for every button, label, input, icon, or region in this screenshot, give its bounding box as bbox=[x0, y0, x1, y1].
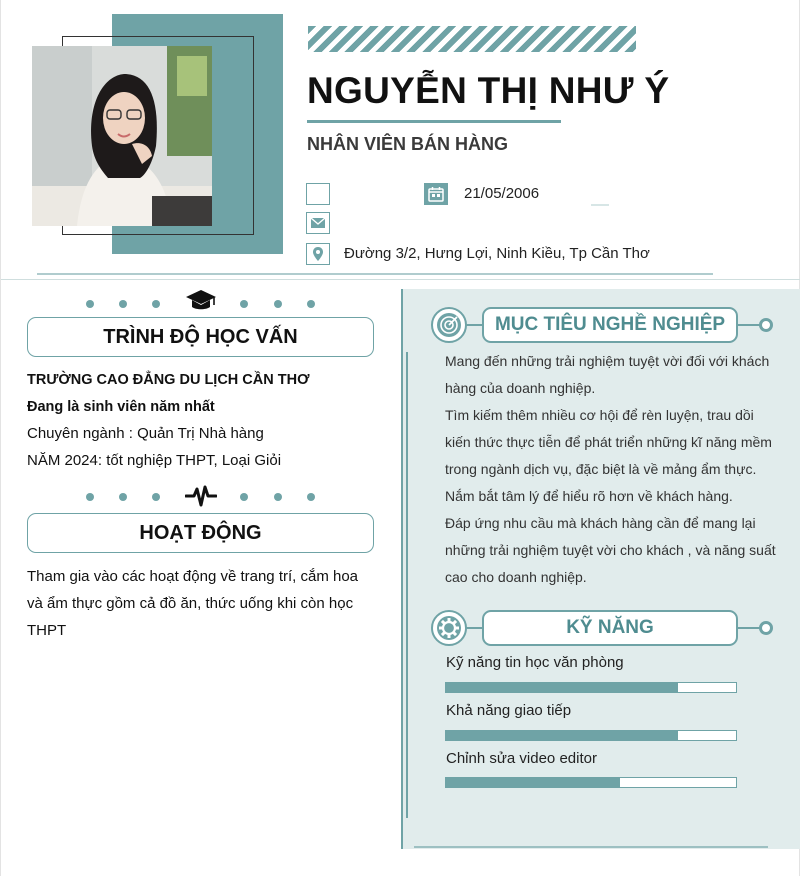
decor-dots-right bbox=[240, 491, 330, 503]
decor-dots-left bbox=[86, 298, 176, 310]
skill-label-2: Khả năng giao tiếp bbox=[446, 702, 572, 719]
header-stripe-decoration bbox=[308, 26, 636, 52]
graduation-info: NĂM 2024: tốt nghiệp THPT, Loại Giỏi bbox=[27, 452, 282, 469]
graduation-cap-icon bbox=[185, 288, 217, 317]
school-name: TRƯỜNG CAO ĐẲNG DU LỊCH CẦN THƠ bbox=[27, 372, 310, 388]
gear-icon bbox=[431, 610, 467, 646]
heading-end-knob bbox=[759, 318, 773, 332]
pulse-icon bbox=[185, 484, 217, 513]
objective-title: MỤC TIÊU NGHỀ NGHIỆP bbox=[482, 307, 738, 343]
objective-paragraph-2: Tìm kiếm thêm nhiều cơ hội để rèn luyện, trau dồi kiến thức thực tiễn để phát triển những kĩ năng mềm trong ngành dịch vụ, đặc biệt là về mảng ẩm thực. bbox=[445, 407, 772, 477]
divider-mark bbox=[591, 204, 609, 206]
name-underline bbox=[307, 120, 561, 123]
calendar-icon bbox=[424, 183, 448, 205]
address-text: Đường 3/2, Hưng Lợi, Ninh Kiều, Tp Cần Thơ bbox=[344, 245, 650, 262]
study-status: Đang là sinh viên năm nhất bbox=[27, 399, 215, 415]
skill-bar-fill bbox=[446, 683, 678, 692]
skills-heading bbox=[431, 610, 775, 648]
header-separator bbox=[37, 273, 713, 275]
header-separator-thin bbox=[1, 279, 800, 280]
skills-title: KỸ NĂNG bbox=[482, 610, 738, 646]
activities-title bbox=[27, 513, 374, 553]
full-name: NGUYỄN THỊ NHƯ Ý bbox=[307, 70, 670, 111]
objective-heading bbox=[431, 307, 775, 345]
skill-bar-3 bbox=[445, 777, 737, 788]
decor-dots-left bbox=[86, 491, 176, 503]
objective-paragraph-3: Nắm bắt tâm lý để hiểu rõ hơn về khách hàng. bbox=[445, 488, 733, 504]
profile-photo bbox=[32, 46, 212, 226]
decor-dots-right bbox=[240, 298, 330, 310]
right-panel-timeline bbox=[406, 352, 408, 818]
location-pin-icon bbox=[306, 243, 330, 265]
job-title: NHÂN VIÊN BÁN HÀNG bbox=[307, 134, 509, 154]
education-title bbox=[27, 317, 374, 357]
activities-description: Tham gia vào các hoạt động về trang trí, cắm hoa và ẩm thực gồm cả đồ ăn, thức uống khi còn học THPT bbox=[27, 568, 359, 639]
heading-end-knob bbox=[759, 621, 773, 635]
phone-icon-box bbox=[306, 183, 330, 205]
education-title-text: TRÌNH ĐỘ HỌC VẤN bbox=[103, 326, 298, 348]
activities-title-text: HOẠT ĐỘNG bbox=[139, 522, 262, 544]
mail-icon bbox=[306, 212, 330, 234]
skill-bar-fill bbox=[446, 778, 620, 787]
major: Chuyên ngành : Quản Trị Nhà hàng bbox=[27, 425, 264, 442]
skill-label-1: Kỹ năng tin học văn phòng bbox=[446, 654, 624, 671]
skill-bar-2 bbox=[445, 730, 737, 741]
objective-paragraph-1: Mang đến những trải nghiệm tuyệt vời đối với khách hàng của doanh nghiệp. bbox=[445, 353, 770, 396]
skill-bar-fill bbox=[446, 731, 678, 740]
target-icon bbox=[431, 307, 467, 343]
birthdate-text: 21/05/2006 bbox=[464, 185, 540, 202]
skill-label-3: Chỉnh sửa video editor bbox=[446, 750, 597, 767]
skill-bar-1 bbox=[445, 682, 737, 693]
right-panel-bottom-line bbox=[414, 846, 768, 848]
objective-paragraph-4: Đáp ứng nhu cầu mà khách hàng cần để mang lại những trải nghiệm tuyệt vời cho khách , và năng suất cao cho doanh nghiệp. bbox=[445, 515, 776, 585]
